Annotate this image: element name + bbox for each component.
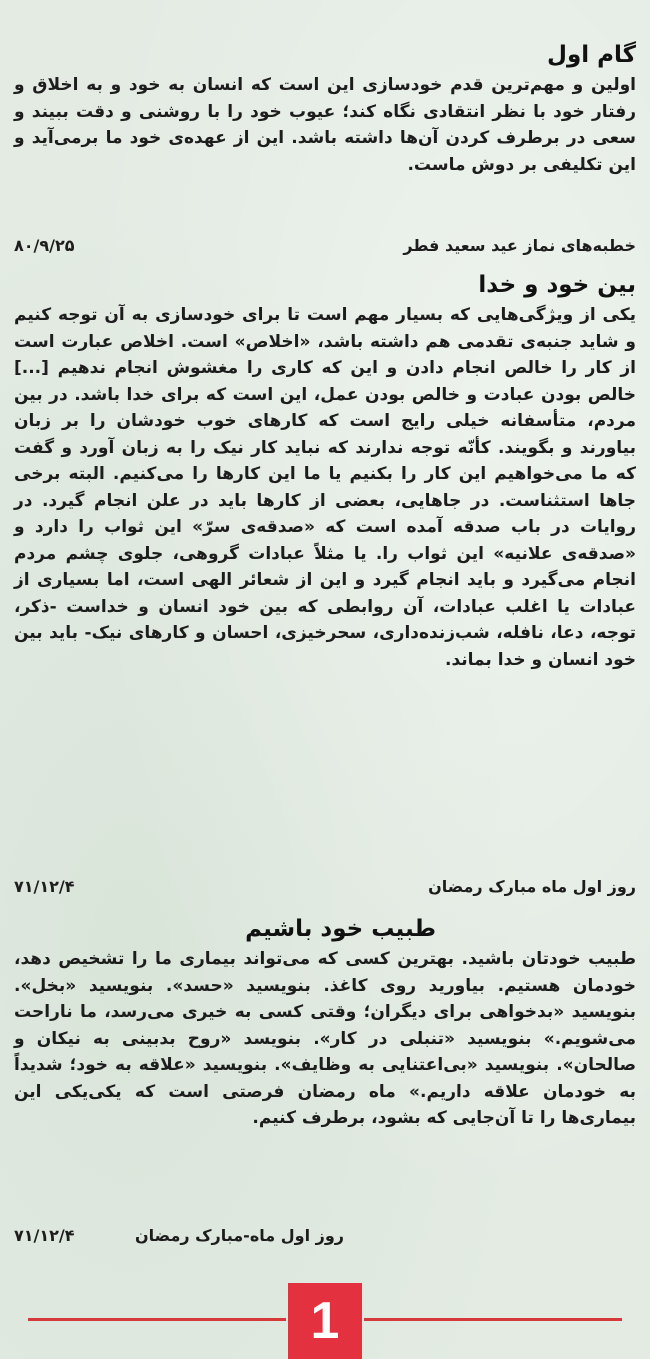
date-label: ۷۱/۱۲/۴ xyxy=(14,1226,75,1245)
source-label: روز اول ماه مبارک رمضان xyxy=(428,877,636,896)
section-tabib-khod-bashim xyxy=(14,912,636,1132)
date-label: ۸۰/۹/۲۵ xyxy=(14,236,75,255)
section-2-signature xyxy=(14,873,636,901)
section-1-signature xyxy=(14,232,636,260)
section-title: گام اول xyxy=(546,42,636,68)
date-label: ۷۱/۱۲/۴ xyxy=(14,877,75,896)
section-body: اولین و مهم‌ترین قدم خودسازی این است که انسان به خود و به اخلاق و رفتار خود با نظر انتقادی نگاه کند؛ عیوب خود را با روشنی و دقت ببیند و سعی در برطرف کردن آن‌ها داشته باشد. این از عهده‌ی خود ما برمی‌آید و این تکلیفی بر دوش ماست. xyxy=(14,75,636,175)
page-number: 1 xyxy=(310,1292,340,1350)
source-label: خطبه‌های نماز عید سعید فطر xyxy=(403,236,636,255)
section-body: یکی از ویژگی‌هایی که بسیار مهم است تا برای خودسازی به آن توجه کنیم و شاید جنبه‌ی تقدمی هم داشته باشد، «اخلاص» است. اخلاص عبارت است از کار را خالص انجام دادن و این که کاری را مغشوش انجام ندهیم [...] خالص بودن عبادت و خالص بودن عمل، این است که برای خدا باشد. در بین مردم، متأسفانه خیلی رایج است که کارهای خوب خودشان را بر زبان بیاورند و بگویند. کأنّه توجه ندارند که نباید کار نیک را به زبان آورد و گفت که ما می‌خواهیم این کار را بکنیم یا ما این کارها را می‌کنیم. البته برخی جاها استثناست. در جاهایی، بعضی از کارها باید در علن انجام گیرد. در روایات در باب صدقه آمده است که «صدقه‌ی سرّ» این ثواب را دارد و «صدقه‌ی علانیه» این ثواب را. یا مثلاً عبادات گروهی، جلوی چشم مردم انجام می‌گیرد و باید انجام گیرد و این از شعائر الهی است، اما بسیاری از عبادات یا اغلب عبادات، آن روابطی که بین خود انسان و خداست -ذکر، توجه، دعا، نافله، شب‌زنده‌داری، سحرخیزی، احسان و کارهای نیک- باید بین خود انسان و خدا بماند. xyxy=(14,305,636,670)
page-number-badge xyxy=(288,1283,362,1359)
section-title: طبیب خود باشیم xyxy=(245,916,436,942)
section-body: طبیب خودتان باشید. بهترین کسی که می‌تواند بیماری ما را تشخیص دهد، خودمان هستیم. بیاورید روی کاغذ. بنویسید «حسد». بنویسید «بخل». بنویسید «بدخواهی برای دیگران؛ وقتی کسی به خیری می‌رسد، ما ناراحت می‌شویم.» بنویسید «تنبلی در کار». بنویسد «روح بدبینی به نیکان و صالحان». بنویسید «بی‌اعتنایی به وظایف». بنویسید «علاقه به خود؛ شدیداً به خودمان علاقه داریم.» ماه رمضان فرصتی است که یکی‌یکی این بیماری‌ها را تا آن‌جایی که بشود، برطرف کنیم. xyxy=(14,949,636,1128)
footer-rule-right xyxy=(364,1318,622,1321)
section-title: بین خود و خدا xyxy=(478,272,636,298)
source-label: روز اول ماه‌-مبارک رمضان xyxy=(135,1226,344,1245)
footer-rule-left xyxy=(28,1318,286,1321)
section-gam-avval xyxy=(14,38,636,178)
section-3-signature xyxy=(14,1222,344,1250)
section-bein-khod-va-khoda xyxy=(14,268,636,673)
